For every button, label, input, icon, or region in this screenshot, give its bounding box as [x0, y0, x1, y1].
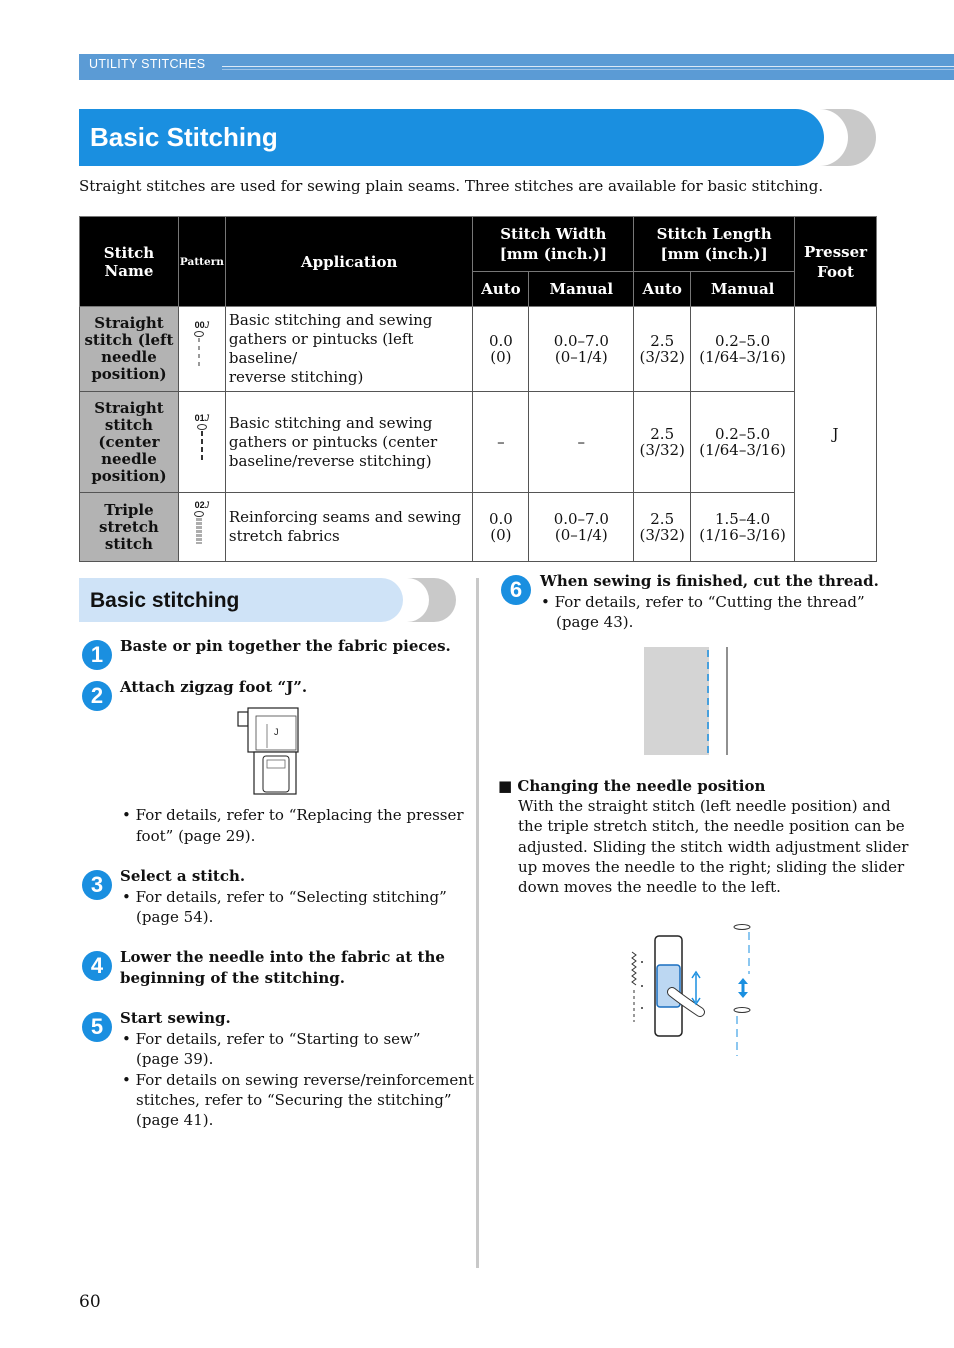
cell-value: 0.0: [488, 510, 513, 528]
header-presser-foot: [795, 217, 877, 307]
header-stitch-width: [473, 217, 634, 272]
length-manual-cell: [691, 307, 795, 392]
length-manual-cell: [691, 493, 795, 562]
length-auto-cell: [634, 307, 691, 392]
stitch-name-line: Triple: [104, 500, 154, 519]
pattern-code-number: 00: [194, 320, 205, 330]
needle-position-line-5: down moves the needle to the left.: [518, 878, 781, 896]
header-width-auto: Auto: [473, 272, 529, 307]
header-pattern: Pattern: [178, 217, 225, 307]
cell-value-inch: (1/64–3/16): [699, 441, 786, 459]
stitch-name-line: position): [91, 365, 167, 383]
cell-value: –: [577, 433, 586, 451]
step-5-bullet-2: • For details on sewing reverse/reinforcement: [122, 1071, 474, 1089]
page-number: 60: [79, 1292, 101, 1312]
cell-value-inch: (3/32): [639, 348, 685, 366]
step-5-bullet-1-cont: (page 39).: [136, 1050, 214, 1068]
header-width-manual: Manual: [529, 272, 634, 307]
stitch-name-line: needle: [101, 449, 157, 468]
application-line: stretch fabrics: [228, 527, 340, 545]
stitch-name-cell: [80, 392, 179, 493]
cell-value: 0.2–5.0: [714, 425, 771, 443]
header-stitch-length-unit: [mm (inch.)]: [660, 245, 768, 263]
header-stitch-width-unit: [mm (inch.)]: [499, 245, 607, 263]
pattern-cell: [178, 392, 225, 493]
column-divider: [476, 578, 479, 1268]
stitch-name-line: stitch (left: [84, 331, 174, 349]
cell-value-inch: (0–1/4): [554, 348, 608, 366]
header-length-auto: Auto: [634, 272, 691, 307]
width-auto-cell: [473, 307, 529, 392]
pattern-cell: [178, 493, 225, 562]
stitch-name-line: (center: [98, 432, 160, 451]
header-presser-foot-l1: Presser: [803, 242, 868, 261]
header-stitch-length: [634, 217, 795, 272]
pattern-code-suffix: J: [204, 320, 210, 330]
cell-value-inch: (1/64–3/16): [699, 348, 786, 366]
width-auto-cell: [473, 392, 529, 493]
page-title: Basic Stitching: [90, 122, 278, 152]
step-6-bullet-1: • For details, refer to “Cutting the thread”: [541, 593, 865, 611]
width-manual-cell: [529, 307, 634, 392]
subsection-title: Basic stitching: [90, 589, 240, 612]
cell-value: –: [497, 433, 505, 451]
stitch-name-line: Straight: [94, 314, 164, 332]
cell-value-inch: (0–1/4): [554, 526, 608, 544]
application-line: Reinforcing seams and sewing: [228, 508, 462, 526]
step-2-bullet-1: • For details, refer to “Replacing the presser: [122, 806, 464, 824]
length-auto-cell: [634, 493, 691, 562]
stitch-pattern-icon: [192, 330, 212, 370]
step-6-bullet-1-cont: (page 43).: [556, 613, 634, 631]
fabric-seam-illustration: [643, 646, 729, 756]
cell-value-inch: (0): [490, 526, 512, 544]
cell-value: 0.0: [488, 332, 513, 350]
application-cell: [225, 307, 473, 392]
stitch-name-cell: [80, 493, 179, 562]
stitch-name-line: stitch: [104, 415, 153, 434]
application-line: baseline/reverse stitching): [228, 451, 432, 470]
step-3-bullet-1: • For details, refer to “Selecting stitching”: [122, 888, 447, 906]
pattern-code: [179, 500, 225, 510]
width-manual-cell: [529, 392, 634, 493]
header-application: Application: [225, 217, 473, 307]
pattern-code: [179, 320, 225, 330]
step-3-text: Select a stitch.: [120, 867, 246, 885]
cell-value-inch: (1/16–3/16): [699, 526, 786, 544]
application-line: gathers or pintucks (left baseline/: [228, 330, 414, 367]
table-row: [80, 392, 877, 493]
stitch-pattern-icon: [192, 423, 212, 463]
zigzag-foot-j-illustration: [236, 706, 302, 796]
needle-position-line-1: With the straight stitch (left needle position) and: [518, 797, 891, 815]
length-auto-cell: [634, 392, 691, 493]
stitch-name-line: needle: [101, 348, 157, 366]
cell-value: 0.2–5.0: [714, 332, 771, 350]
stitch-name-line: stretch: [99, 517, 159, 536]
cell-value: 0.0–7.0: [553, 332, 609, 350]
header-rule-2: [222, 69, 954, 70]
header-rule: [222, 66, 954, 67]
application-line: reverse stitching): [228, 368, 364, 386]
width-slider-illustration: [626, 922, 756, 1058]
stitch-table: [79, 216, 877, 562]
length-manual-cell: [691, 392, 795, 493]
step-6-text: When sewing is finished, cut the thread.: [540, 572, 879, 590]
pattern-code-number: 01: [194, 413, 205, 423]
step-5-text: Start sewing.: [120, 1009, 231, 1027]
cell-value: 2.5: [650, 510, 675, 528]
needle-position-heading: ■ Changing the needle position: [498, 777, 766, 795]
cell-value-inch: (0): [490, 348, 512, 366]
pattern-code: [179, 413, 225, 423]
step-2-bullet-1-cont: foot” (page 29).: [136, 827, 256, 845]
needle-position-line-2: the triple stretch stitch, the needle position can be: [518, 817, 905, 835]
pattern-cell: [178, 307, 225, 392]
stitch-name-line: position): [91, 466, 167, 485]
pattern-code-suffix: J: [204, 500, 210, 510]
section-header-label: UTILITY STITCHES: [89, 57, 206, 71]
application-line: gathers or pintucks (center: [228, 432, 438, 451]
width-auto-cell: [473, 493, 529, 562]
header-presser-foot-l2: Foot: [817, 262, 854, 281]
section-header-band: [79, 54, 954, 80]
cell-value: 0.0–7.0: [553, 510, 609, 528]
header-length-manual: Manual: [691, 272, 795, 307]
step-number: 1: [82, 640, 112, 670]
pattern-code-suffix: J: [204, 413, 210, 423]
stitch-name-cell: [80, 307, 179, 392]
needle-position-line-4: up moves the needle to the right; sliding the slider: [518, 858, 905, 876]
step-5-bullet-2-cont: stitches, refer to “Securing the stitching”: [136, 1091, 452, 1109]
cell-value: 2.5: [650, 332, 675, 350]
header-stitch-name: Stitch Name: [80, 217, 179, 307]
intro-text: Straight stitches are used for sewing plain seams. Three stitches are available for basic stitching.: [79, 177, 824, 195]
step-number: 4: [82, 951, 112, 981]
header-stitch-length-label: Stitch Length: [656, 225, 772, 243]
needle-position-line-3: adjusted. Sliding the stitch width adjustment slider: [518, 838, 909, 856]
step-number: 5: [82, 1012, 112, 1042]
step-number: 3: [82, 870, 112, 900]
application-cell: [225, 392, 473, 493]
step-number: 2: [82, 681, 112, 711]
application-cell: [225, 493, 473, 562]
pattern-code-number: 02: [194, 500, 205, 510]
application-line: Basic stitching and sewing: [228, 311, 433, 329]
cell-value: 1.5–4.0: [714, 510, 771, 528]
step-5-bullet-1: • For details, refer to “Starting to sew”: [122, 1030, 421, 1048]
step-1-text: Baste or pin together the fabric pieces.: [120, 637, 451, 655]
cell-value-inch: (3/32): [639, 526, 685, 544]
step-4-text-2: beginning of the stitching.: [120, 969, 345, 987]
step-2-text: Attach zigzag foot “J”.: [120, 678, 308, 696]
header-stitch-width-label: Stitch Width: [500, 225, 607, 243]
step-4-text-1: Lower the needle into the fabric at the: [120, 948, 445, 966]
width-manual-cell: [529, 493, 634, 562]
step-number: 6: [501, 575, 531, 605]
cell-value-inch: (3/32): [639, 441, 685, 459]
stitch-name-line: Straight: [94, 398, 164, 417]
presser-foot-cell: J: [795, 307, 877, 562]
table-row: [80, 493, 877, 562]
stitch-pattern-icon: [192, 510, 212, 546]
application-line: Basic stitching and sewing: [228, 413, 433, 432]
cell-value: 2.5: [650, 425, 675, 443]
table-row: [80, 307, 877, 392]
step-5-bullet-2-cont-2: (page 41).: [136, 1111, 214, 1129]
step-3-bullet-1-cont: (page 54).: [136, 908, 214, 926]
foot-letter: J: [274, 727, 279, 737]
stitch-name-line: stitch: [104, 534, 153, 553]
